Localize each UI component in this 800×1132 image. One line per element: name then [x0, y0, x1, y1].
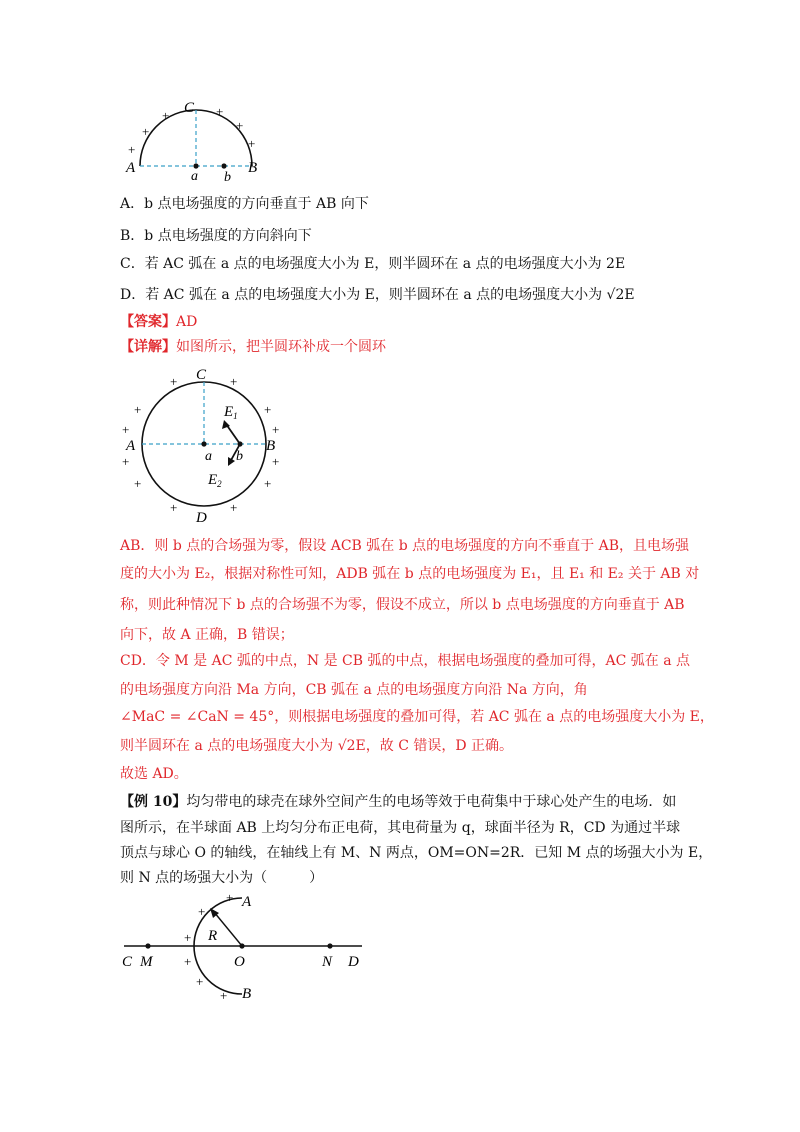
label-e1: $E_1$ [224, 404, 238, 421]
plus-sign: + [226, 890, 234, 905]
label-b-end: B [248, 160, 258, 176]
label-a-point: a [191, 169, 198, 182]
example10-line-4: 则 N 点的场强大小为（ ） [120, 870, 324, 886]
plus-sign: + [198, 904, 206, 919]
plus-sign: + [170, 374, 178, 389]
label-c: C [196, 367, 207, 383]
label-e2: $E_2$ [208, 472, 222, 489]
detail-intro [120, 337, 386, 357]
plus-sign: + [216, 104, 224, 119]
plus-sign: + [196, 974, 204, 989]
label-b-point: b [236, 449, 243, 464]
point-n [327, 943, 332, 948]
plus-sign: + [122, 454, 130, 469]
option-d: D．若 AC 弧在 a 点的电场强度大小为 E，则半圆环在 a 点的电场强度大小为 √2E [120, 287, 635, 303]
plus-sign: + [170, 500, 178, 515]
point-m [145, 943, 150, 948]
explanation-ab-3: 称，则此种情况下 b 点的合场强不为零，假设不成立，所以 b 点电场强度的方向垂直于 AB [120, 597, 685, 613]
plus-sign: + [134, 402, 142, 417]
label-c: C [184, 100, 195, 116]
label-d: D [348, 954, 359, 970]
label-a: A [242, 894, 252, 910]
point-o [239, 943, 244, 948]
label-b: B [242, 986, 252, 1002]
label-a-point: a [205, 449, 212, 464]
example10-line-3: 顶点与球心 O 的轴线，在轴线上有 M、N 两点，OM=ON=2R．已知 M 点的场强大小为 E， [120, 845, 713, 861]
explanation-ab-1: AB．则 b 点的合场强为零，假设 ACB 弧在 b 点的电场强度的方向不垂直于 AB，且电场强 [120, 538, 689, 554]
explanation-cd-2: 的电场强度方向沿 Ma 方向，CB 弧在 a 点的电场强度方向沿 Na 方向，角 [120, 682, 588, 698]
label-o: O [234, 954, 245, 970]
example10-line-2: 图所示，在半球面 AB 上均匀分布正电荷，其电荷量为 q，球面半径为 R，CD 为通过半球 [120, 820, 681, 836]
label-b-point: b [224, 170, 231, 182]
point-b [221, 163, 226, 168]
figure-semicircle [118, 98, 278, 182]
explanation-cd-1: CD．令 M 是 AC 弧的中点，N 是 CB 弧的中点，根据电场强度的叠加可得，AC 弧在 a 点 [120, 653, 691, 669]
plus-sign: + [122, 422, 130, 437]
answer-value: AD [176, 314, 198, 330]
label-a-end: A [126, 438, 136, 454]
explanation-cd-4: 则半圆环在 a 点的电场强度大小为 √2E，故 C 错误，D 正确。 [120, 738, 514, 754]
example10-tag: 【例 10】 [120, 794, 187, 810]
label-r: R [208, 928, 218, 944]
plus-sign: + [230, 500, 238, 515]
point-a [193, 163, 198, 168]
explanation-ab-2: 度的大小为 E₂，根据对称性可知，ADB 弧在 b 点的电场强度为 E₁，且 E₁ 和 E₂ 关于 AB 对 [120, 566, 700, 582]
plus-sign: + [184, 954, 192, 969]
explanation-ab-4: 向下，故 A 正确，B 错误； [120, 627, 294, 643]
point-a [201, 441, 206, 446]
plus-sign: + [142, 124, 150, 139]
detail-text: 如图所示，把半圆环补成一个圆环 [176, 339, 386, 355]
figure-hemisphere [118, 888, 368, 1008]
answer-tag: 【答案】 [120, 314, 176, 330]
label-n: N [322, 954, 333, 970]
plus-sign: + [230, 374, 238, 389]
label-b-end: B [266, 438, 276, 454]
plus-sign: + [128, 142, 136, 157]
label-m: M [140, 954, 153, 970]
label-c: C [122, 954, 133, 970]
vector-e1 [226, 424, 240, 444]
plus-sign: + [236, 118, 244, 133]
plus-sign: + [272, 422, 280, 437]
plus-sign: + [220, 988, 228, 1003]
plus-sign: + [248, 136, 256, 151]
plus-sign: + [162, 108, 170, 123]
plus-sign: + [272, 454, 280, 469]
option-a: A．b 点电场强度的方向垂直于 AB 向下 [120, 196, 369, 212]
plus-sign: + [264, 476, 272, 491]
plus-sign: + [184, 930, 192, 945]
radius-r [214, 912, 242, 946]
label-a-end: A [126, 160, 136, 176]
detail-tag: 【详解】 [120, 339, 176, 355]
plus-sign: + [134, 476, 142, 491]
conclusion: 故选 AD。 [120, 766, 188, 782]
label-d: D [196, 510, 207, 526]
example10-line-1: 【例 10】均匀带电的球壳在球外空间产生的电场等效于电荷集中于球心处产生的电场．如 [120, 794, 677, 810]
plus-sign: + [264, 402, 272, 417]
option-b: B．b 点电场强度的方向斜向下 [120, 228, 312, 244]
answer [120, 312, 197, 332]
option-c: C．若 AC 弧在 a 点的电场强度大小为 E，则半圆环在 a 点的电场强度大小为 2E [120, 256, 626, 272]
figure-circle [118, 362, 290, 526]
explanation-cd-3: ∠MaC = ∠CaN = 45°，则根据电场强度的叠加可得，若 AC 弧在 a 点的电场强度大小为 E， [120, 709, 714, 725]
